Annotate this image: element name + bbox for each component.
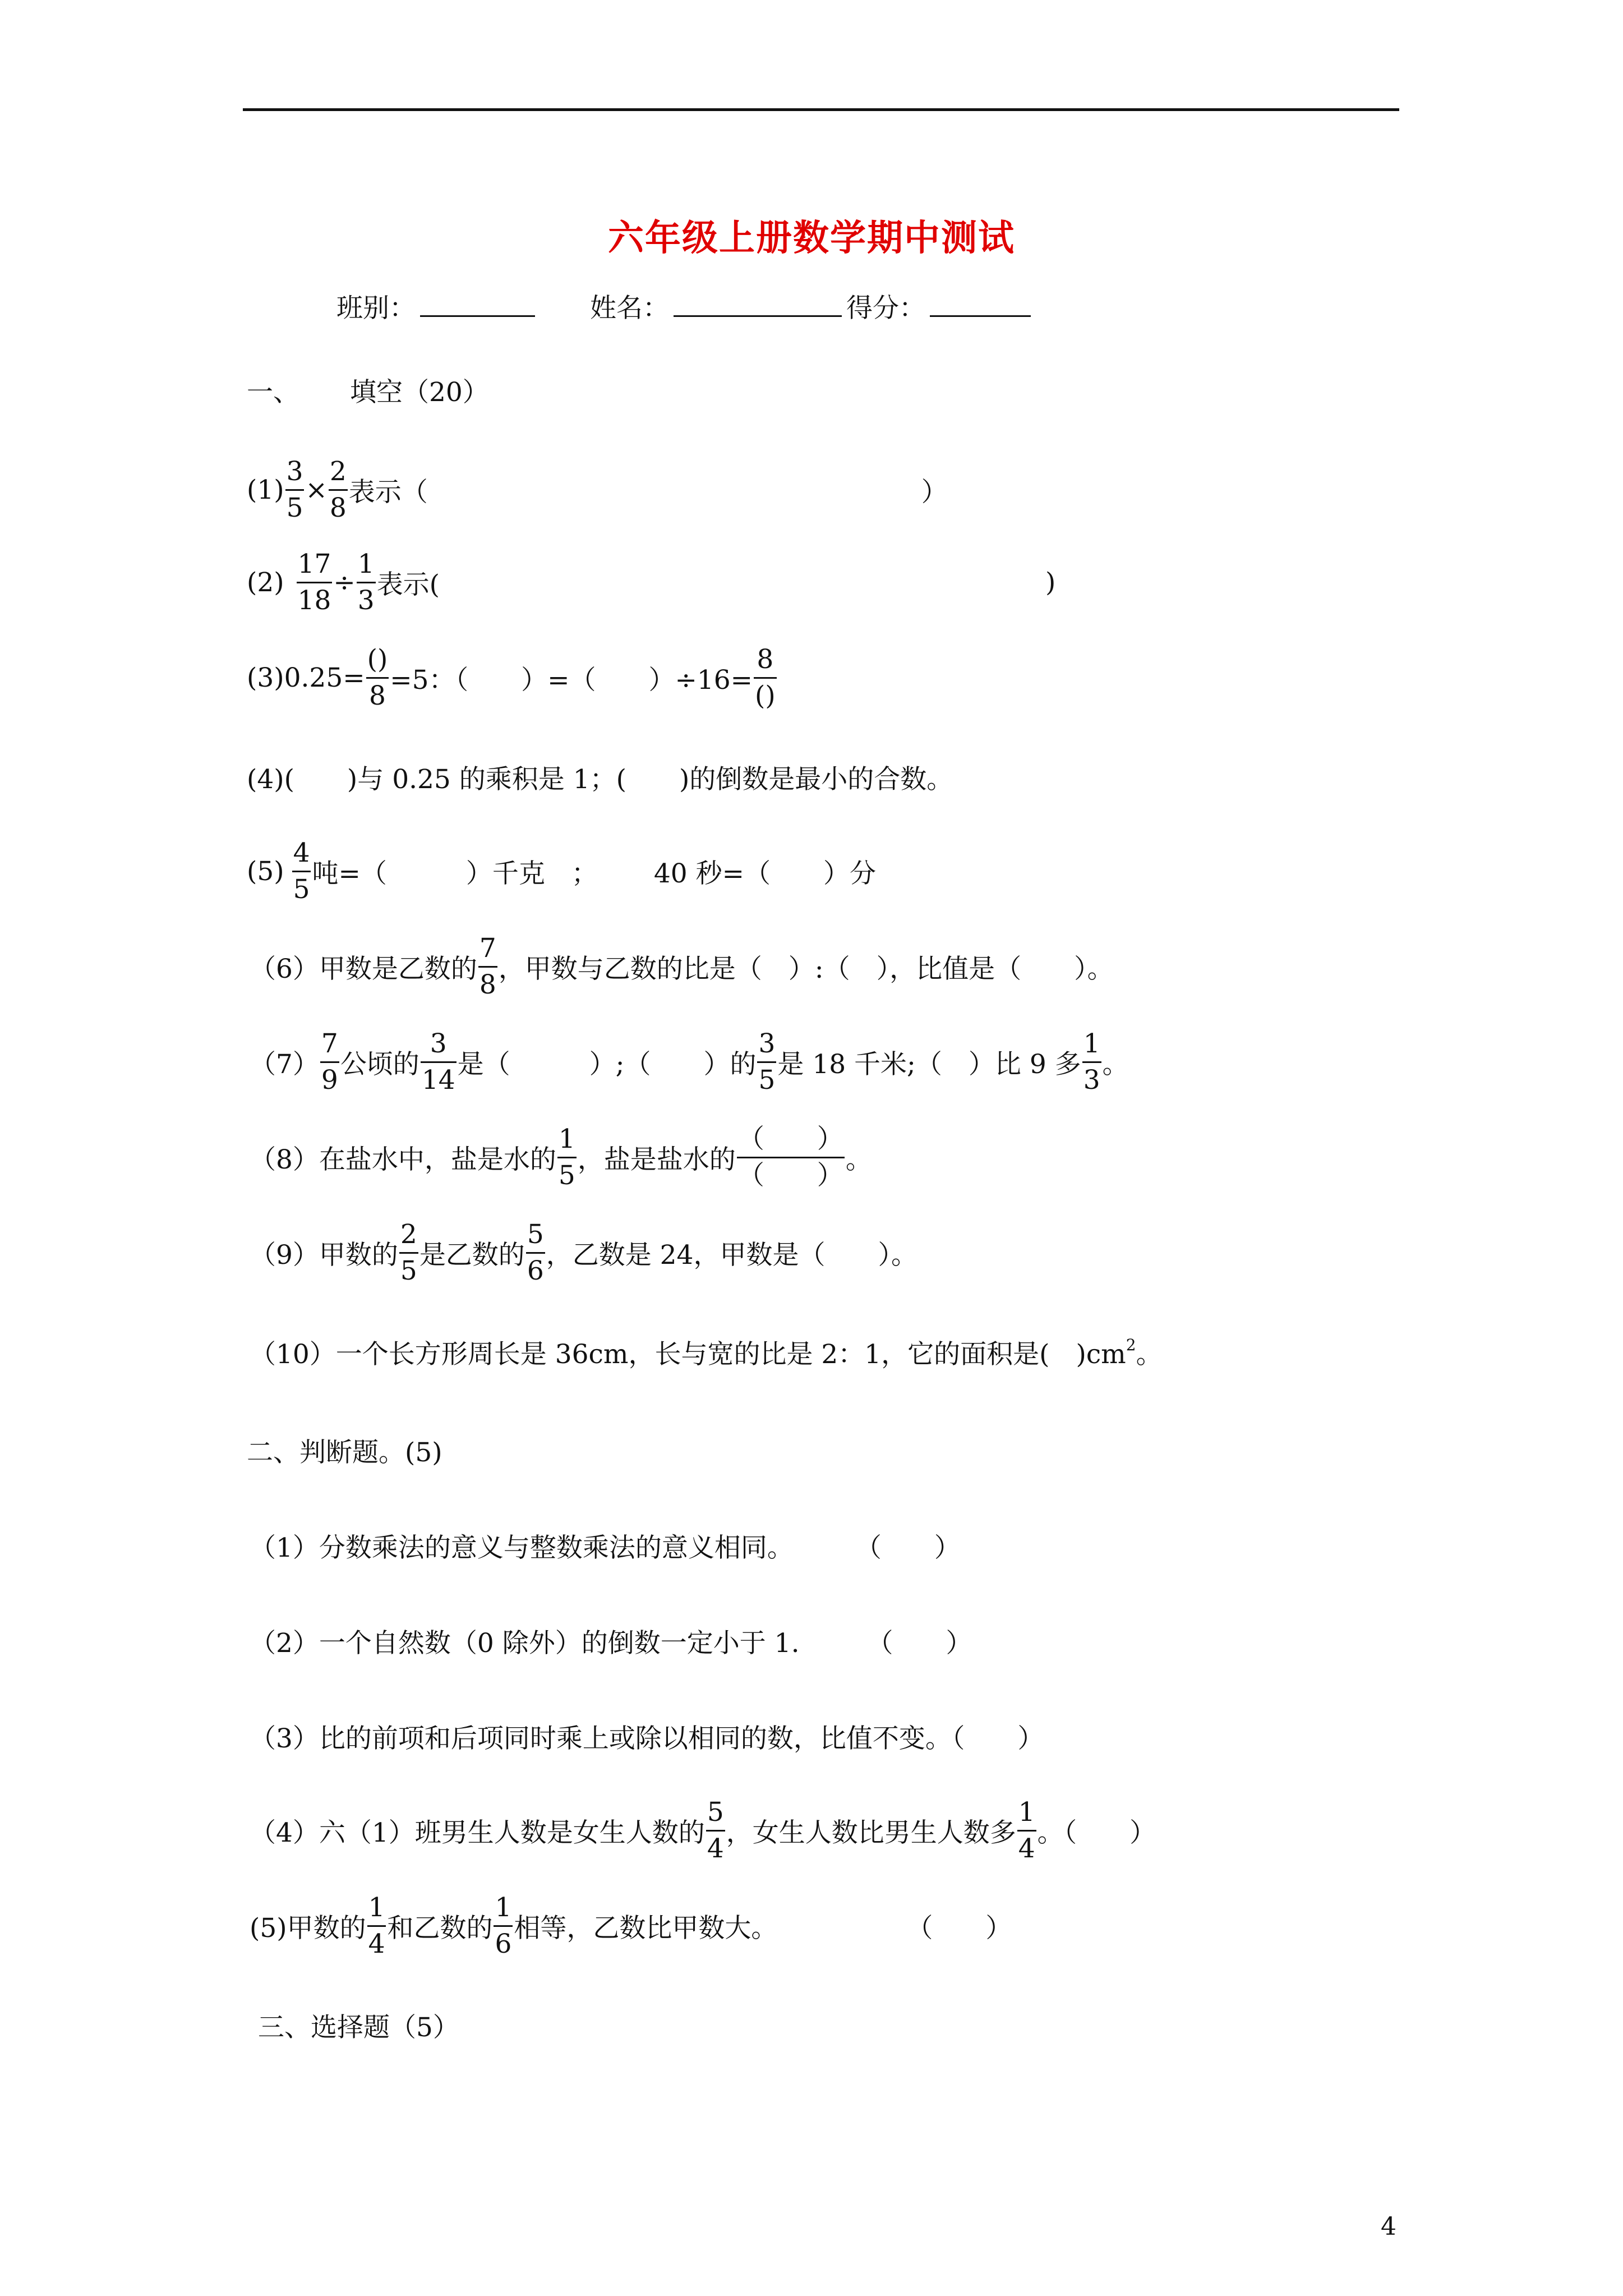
fraction: $\frac{3}{5}$ bbox=[286, 456, 303, 523]
header-rule bbox=[243, 108, 1399, 111]
fraction: $\frac{5}{6}$ bbox=[527, 1219, 544, 1286]
fraction: $\frac{1}{6}$ bbox=[495, 1892, 512, 1959]
name-blank[interactable] bbox=[674, 293, 842, 317]
fraction-blank[interactable]: $\frac{( )}{( )}$ bbox=[737, 1124, 843, 1191]
fill-question-4: (4)( )与 0.25 的乘积是 1；( )的倒数是最小的合数。 bbox=[247, 764, 953, 795]
name-label: 姓名： bbox=[590, 293, 669, 324]
fill-question-8: （8）在盐水中，盐是水的 $\frac{1}{5}$ ，盐是盐水的 $\frac{( )}{( )}$ 。 bbox=[250, 1122, 872, 1193]
judge-question-4: （4）六（1）班男生人数是女生人数的 $\frac{5}{4}$ ，女生人数比男生人数多 $\frac{1}{4}$ 。（ ） bbox=[250, 1795, 1156, 1866]
fraction: $\frac{7}{8}$ bbox=[479, 933, 496, 1000]
fraction: $\frac{1}{4}$ bbox=[368, 1892, 385, 1959]
fill-question-2: (2) $\frac{17}{18}$ ÷ $\frac{1}{3}$ 表示( ) bbox=[247, 547, 1055, 618]
fraction: $\frac{8}{()}$ bbox=[755, 644, 776, 711]
section-3-heading: 三、选择题（5） bbox=[258, 2012, 459, 2043]
fraction: $\frac{1}{5}$ bbox=[558, 1124, 575, 1191]
fill-question-7: （7） $\frac{7}{9}$ 公顷的 $\frac{3}{14}$ 是（ ）;（ ）的 $\frac{3}{5}$ 是 18 千米;（ ）比 9 多 $\frac{1}{3}$ 。 bbox=[250, 1027, 1129, 1098]
judge-question-1: （1）分数乘法的意义与整数乘法的意义相同。 （ ） bbox=[250, 1533, 961, 1563]
section-1-heading: 一、 填空（20） bbox=[247, 377, 489, 408]
fraction: $\frac{1}{3}$ bbox=[1083, 1028, 1100, 1096]
fill-question-1: (1) $\frac{3}{5}$ × $\frac{2}{8}$ 表示（ ） bbox=[247, 454, 948, 526]
fraction: $\frac{5}{4}$ bbox=[707, 1797, 724, 1864]
class-label: 班别： bbox=[336, 293, 416, 324]
fill-question-3: (3)0.25= $\frac{()}{8}$ =5：（ ）=（ ）÷16= $\frac{8}{()}$ bbox=[247, 642, 778, 714]
page-title: 六年级上册数学期中测试 bbox=[608, 217, 1015, 259]
fraction: $\frac{4}{5}$ bbox=[293, 838, 310, 905]
page-number: 4 bbox=[1381, 2212, 1396, 2241]
score-label: 得分： bbox=[846, 293, 925, 324]
fraction: $\frac{3}{5}$ bbox=[758, 1028, 776, 1096]
fraction: $\frac{2}{5}$ bbox=[400, 1219, 417, 1286]
fill-question-6: （6）甲数是乙数的 $\frac{7}{8}$ ，甲数与乙数的比是（ ）:（ ），比值是（ ）。 bbox=[250, 931, 1114, 1002]
fraction: $\frac{()}{8}$ bbox=[367, 644, 388, 711]
student-info-line bbox=[336, 292, 1035, 325]
judge-question-2: （2）一个自然数（0 除外）的倒数一定小于 1. （ ） bbox=[250, 1628, 972, 1659]
fraction: $\frac{17}{18}$ bbox=[297, 549, 331, 616]
fraction: $\frac{3}{14}$ bbox=[421, 1028, 455, 1096]
score-blank[interactable] bbox=[930, 293, 1031, 317]
section-2-heading: 二、判断题。(5) bbox=[247, 1437, 442, 1468]
judge-question-5: (5)甲数的 $\frac{1}{4}$ 和乙数的 $\frac{1}{6}$ 相等，乙数比甲数大。 （ ） bbox=[250, 1890, 1012, 1962]
fill-question-5: (5) $\frac{4}{5}$ 吨=（ ）千克 ； 40 秒=（ ）分 bbox=[247, 836, 876, 907]
fraction: $\frac{7}{9}$ bbox=[321, 1028, 338, 1096]
fill-question-9: （9）甲数的 $\frac{2}{5}$ 是乙数的 $\frac{5}{6}$ ，乙数是 24，甲数是（ ）。 bbox=[250, 1217, 917, 1289]
fraction: $\frac{2}{8}$ bbox=[329, 456, 347, 523]
judge-question-3: （3）比的前项和后项同时乘上或除以相同的数，比值不变。（ ） bbox=[250, 1723, 1044, 1754]
fraction: $\frac{1}{4}$ bbox=[1018, 1797, 1035, 1864]
class-blank[interactable] bbox=[420, 293, 535, 317]
fill-question-10: （10）一个长方形周长是 36cm，长与宽的比是 2：1，它的面积是( )$cm^2$。 bbox=[250, 1336, 1163, 1370]
fraction: $\frac{1}{3}$ bbox=[357, 549, 375, 616]
